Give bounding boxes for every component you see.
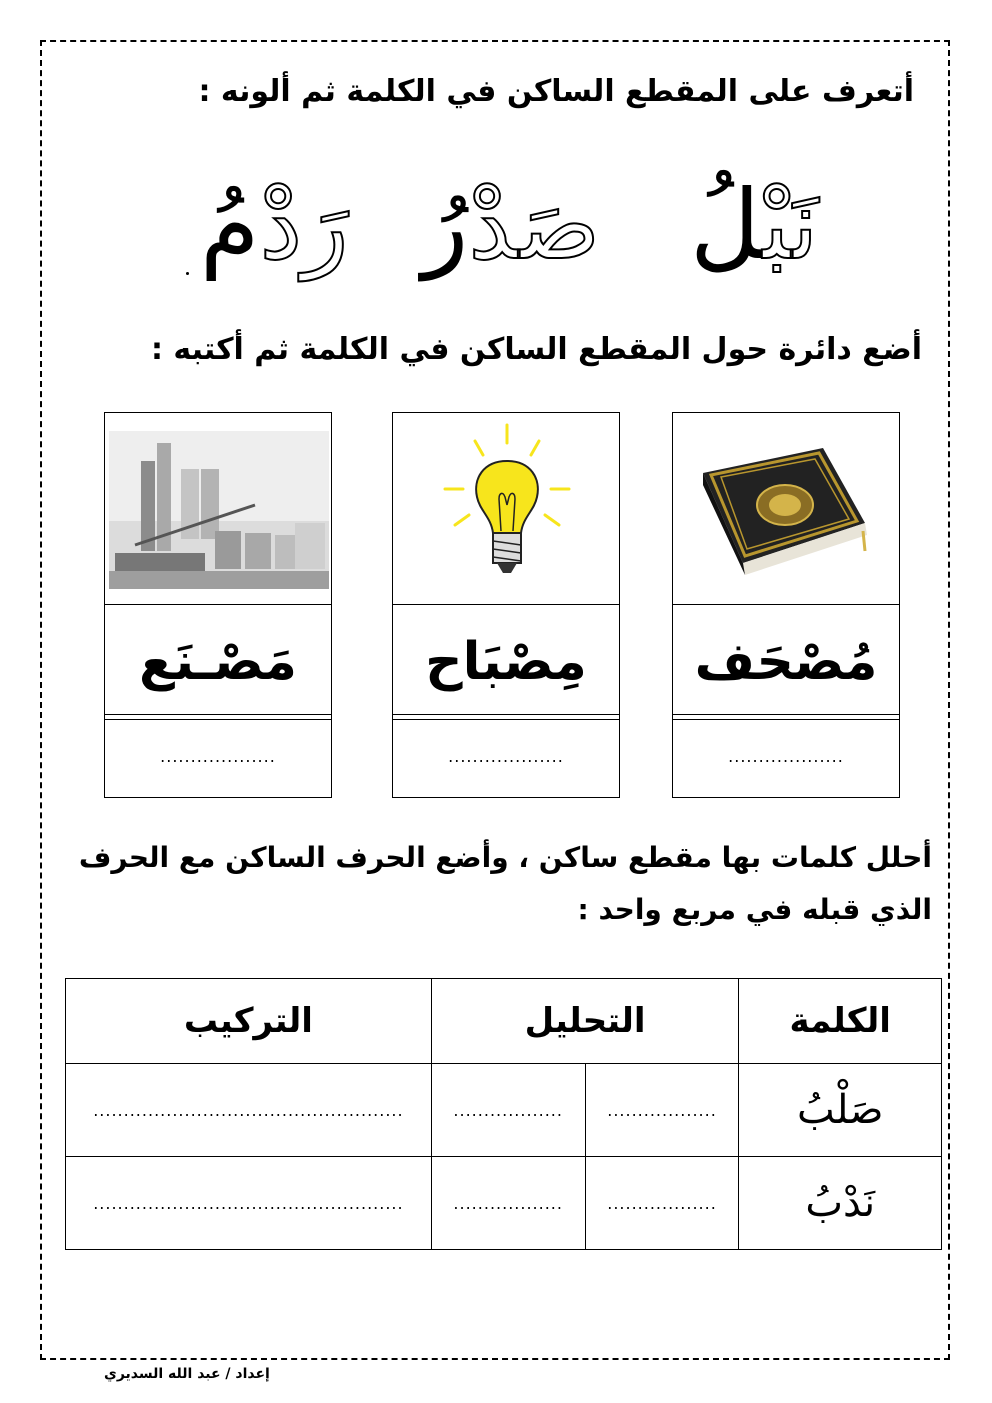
analysis-cell-2[interactable]: .................. bbox=[431, 1157, 585, 1250]
answer-field-misbah[interactable]: ................... bbox=[392, 714, 620, 798]
composition-cell[interactable]: ................................................... bbox=[66, 1064, 432, 1157]
card-word-misbah: مِصْبَاح bbox=[392, 604, 620, 720]
color-word-nabl[interactable]: نَبْلُ bbox=[690, 169, 819, 281]
light-bulb-image bbox=[392, 412, 620, 605]
instruction-circle-syllable: أضع دائرة حول المقطع الساكن في الكلمة ثم أكتبه : bbox=[150, 332, 922, 367]
analysis-table bbox=[65, 978, 942, 1250]
header-analysis: التحليل bbox=[431, 979, 739, 1064]
analysis-cell-2[interactable]: .................. bbox=[431, 1064, 585, 1157]
card-word-mushaf: مُصْحَف bbox=[672, 604, 900, 720]
author-credit: إعداد / عبد الله السديري bbox=[104, 1366, 270, 1382]
header-word: الكلمة bbox=[739, 979, 942, 1064]
analysis-cell-1[interactable]: .................. bbox=[585, 1064, 739, 1157]
analysis-cell-1[interactable]: .................. bbox=[585, 1157, 739, 1250]
factory-image bbox=[104, 412, 332, 605]
table-header-row bbox=[66, 979, 942, 1064]
quran-book-image bbox=[672, 412, 900, 605]
color-word-radm[interactable]: رَدْمُ bbox=[200, 169, 349, 281]
answer-field-masna[interactable]: ................... bbox=[104, 714, 332, 798]
instruction-analyze-words: أحلل كلمات بها مقطع ساكن ، وأضع الحرف الساكن مع الحرف الذي قبله في مربع واحد : bbox=[78, 841, 932, 926]
instruction-color-syllable: أتعرف على المقطع الساكن في الكلمة ثم ألونه : bbox=[198, 74, 914, 109]
header-composition: التركيب bbox=[66, 979, 432, 1064]
composition-cell[interactable]: ................................................... bbox=[66, 1157, 432, 1250]
color-word-sadr[interactable]: صَدْرُ bbox=[422, 169, 601, 281]
card-word-masna: مَصْـنَع bbox=[104, 604, 332, 720]
row-word: صَلْبُ bbox=[739, 1064, 942, 1157]
answer-field-mushaf[interactable]: ................... bbox=[672, 714, 900, 798]
row-word: نَدْبُ bbox=[739, 1157, 942, 1250]
table-row bbox=[66, 1064, 942, 1157]
stray-dot bbox=[186, 272, 189, 275]
table-row bbox=[66, 1157, 942, 1250]
